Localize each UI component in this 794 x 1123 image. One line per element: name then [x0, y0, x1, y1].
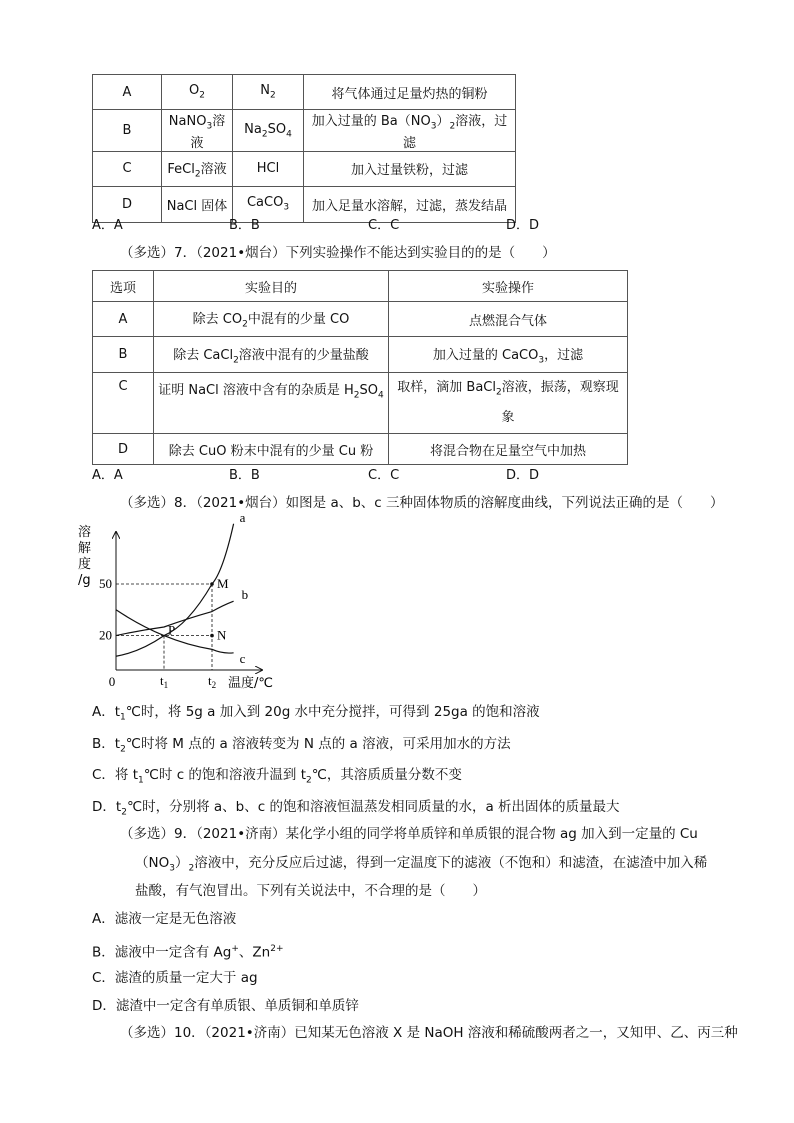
table-cell-method: 加入足量水溶解，过滤，蒸发结晶 — [304, 186, 516, 222]
answer-choice-a: A．A — [92, 218, 123, 233]
q9-option-c: C．滤渣的质量一定大于 ag — [92, 970, 258, 986]
question-8-stem: （多选）8．（2021•烟台）如图是 a、b、c 三种固体物质的溶解度曲线，下列说法正确的是（ ） — [120, 495, 724, 511]
answer-choice-b: B．B — [229, 218, 260, 233]
question-9-line-1: （多选）9．（2021•济南）某化学小组的同学将单质锌和单质银的混合物 ag 加入到一定量的 Cu — [120, 826, 698, 842]
table-q7 — [92, 270, 628, 465]
answer-choice-a: A．A — [92, 468, 123, 483]
table-cell-option: A — [93, 75, 162, 110]
y-axis-label-part: 度 — [78, 557, 92, 572]
header-operation: 实验操作 — [389, 271, 628, 302]
answer-choice-d: D．D — [506, 468, 540, 483]
x-axis-label: 温度/℃ — [228, 676, 273, 691]
table-cell-purpose: 除去 CaCl$_2$溶液中混有的少量盐酸 — [154, 337, 389, 373]
table-cell-method: 将气体通过足量灼热的铜粉 — [304, 75, 516, 110]
question-9-line-2: $(NO_3)_2$溶液中，充分反应后过滤，得到一定温度下的滤液（不饱和）和滤渣，在滤渣中加入稀 — [135, 855, 708, 874]
origin-label: 0 — [108, 674, 116, 689]
answer-choice-c: C．C — [368, 468, 400, 483]
point-label-p: P — [168, 622, 176, 638]
question-9-line-3: 盐酸，有气泡冒出。下列有关说法中，不合理的是（ ） — [135, 883, 486, 899]
table-cell-method: 加入过量铁粉，过滤 — [304, 151, 516, 186]
table-cell-substance: $O_2$ — [162, 75, 233, 110]
y-tick-label: 20 — [99, 627, 112, 643]
point-n — [210, 634, 214, 638]
q9-option-a: A．滤液一定是无色溶液 — [92, 911, 237, 927]
x-tick-label: $t_1$ — [159, 673, 169, 690]
y-axis-label-part: /g — [78, 573, 91, 588]
table-cell-option: C — [93, 373, 154, 434]
solubility-chart — [70, 509, 280, 693]
y-axis-label-part: 溶 — [78, 525, 92, 540]
y-axis-label-part: 解 — [78, 541, 92, 556]
table-row — [93, 302, 628, 337]
curve-label-a: a — [239, 509, 246, 525]
x-tick-label: $t_2$ — [207, 673, 217, 690]
table-cell-option: D — [93, 186, 162, 222]
point-label-n: N — [217, 627, 227, 643]
table-cell-impurity: CaCO$_3$ — [233, 186, 304, 222]
q9-option-d: D．滤渣中一定含有单质银、单质铜和单质锌 — [92, 998, 359, 1014]
q8-option-c: C．将 $t_1℃$时 c 的饱和溶液升温到 $t_2℃$，其溶质质量分数不变 — [92, 767, 462, 786]
table-row — [93, 337, 628, 373]
table-cell-purpose: 除去 $CO_2$中混有的少量 CO — [154, 302, 389, 337]
table-cell-substance: FeCl$_2$溶液 — [162, 151, 233, 186]
header-option: 选项 — [93, 271, 154, 302]
y-tick-label: 50 — [99, 576, 112, 591]
table-cell-option: B — [93, 110, 162, 152]
q9-option-b: B．滤液中一定含有 Ag+、$Zn^{2+}$ — [92, 944, 284, 961]
table-row — [93, 186, 516, 222]
header-purpose: 实验目的 — [154, 271, 389, 302]
table-cell-option: A — [93, 302, 154, 337]
question-7-stem: （多选）7．（2021•烟台）下列实验操作不能达到实验目的的是（ ） — [120, 245, 556, 261]
q8-option-a: A．$t_1℃$时，将 5g a 加入到 20g 水中充分搅拌，可得到 25ga 的饱和溶液 — [92, 704, 540, 723]
table-cell-impurity: $N_2$ — [233, 75, 304, 110]
table-purification — [92, 74, 516, 223]
marked-points — [168, 576, 229, 643]
q8-option-d: D．$t_2℃$时，分别将 a、b、c 的饱和溶液恒温蒸发相同质量的水，a 析出固体的质量最大 — [92, 799, 620, 818]
table-cell-purpose: 除去 CuO 粉末中混有的少量 Cu 粉 — [154, 434, 389, 465]
table-cell-operation: 取样，滴加 BaCl$_2$溶液，振荡，观察现 象 — [389, 373, 628, 434]
table-row — [93, 75, 516, 110]
table-cell-operation: 点燃混合气体 — [389, 302, 628, 337]
answer-choice-c: C．C — [368, 218, 400, 233]
table-row — [93, 373, 628, 434]
table-row — [93, 110, 516, 152]
table-cell-operation: 将混合物在足量空气中加热 — [389, 434, 628, 465]
q8-option-b: B．$t_2℃$时将 M 点的 a 溶液转变为 N 点的 a 溶液，可采用加水的方法 — [92, 736, 511, 755]
table-cell-operation: 加入过量的 CaCO$_3$，过滤 — [389, 337, 628, 373]
table-cell-substance: NaCl 固体 — [162, 186, 233, 222]
table-cell-substance: NaNO$_3$溶液 — [162, 110, 233, 152]
table-cell-impurity: HCl — [233, 151, 304, 186]
answer-choice-d: D．D — [506, 218, 540, 233]
point-m — [210, 582, 214, 586]
table-cell-purpose: 证明 NaCl 溶液中含有的杂质是 $H_2SO_4$ — [154, 373, 389, 434]
table-cell-option: B — [93, 337, 154, 373]
table-cell-method: 加入过量的 $Ba(NO_3)_2$溶液，过滤 — [304, 110, 516, 152]
table-cell-option: D — [93, 434, 154, 465]
table-row — [93, 434, 628, 465]
question-10-stem: （多选）10．（2021•济南）已知某无色溶液 X 是 NaOH 溶液和稀硫酸两者之一，又知甲、乙、丙三种 — [120, 1025, 738, 1041]
y-axis-label — [78, 524, 91, 588]
point-label-m: M — [217, 576, 229, 591]
curve-label-b: b — [241, 587, 249, 603]
table-row — [93, 151, 516, 186]
curve-label-c: c — [239, 650, 246, 666]
table-cell-option: C — [93, 151, 162, 186]
answer-choice-b: B．B — [229, 468, 260, 483]
table-cell-impurity: $Na_2SO_4$ — [233, 110, 304, 152]
table-header-row — [93, 271, 628, 302]
